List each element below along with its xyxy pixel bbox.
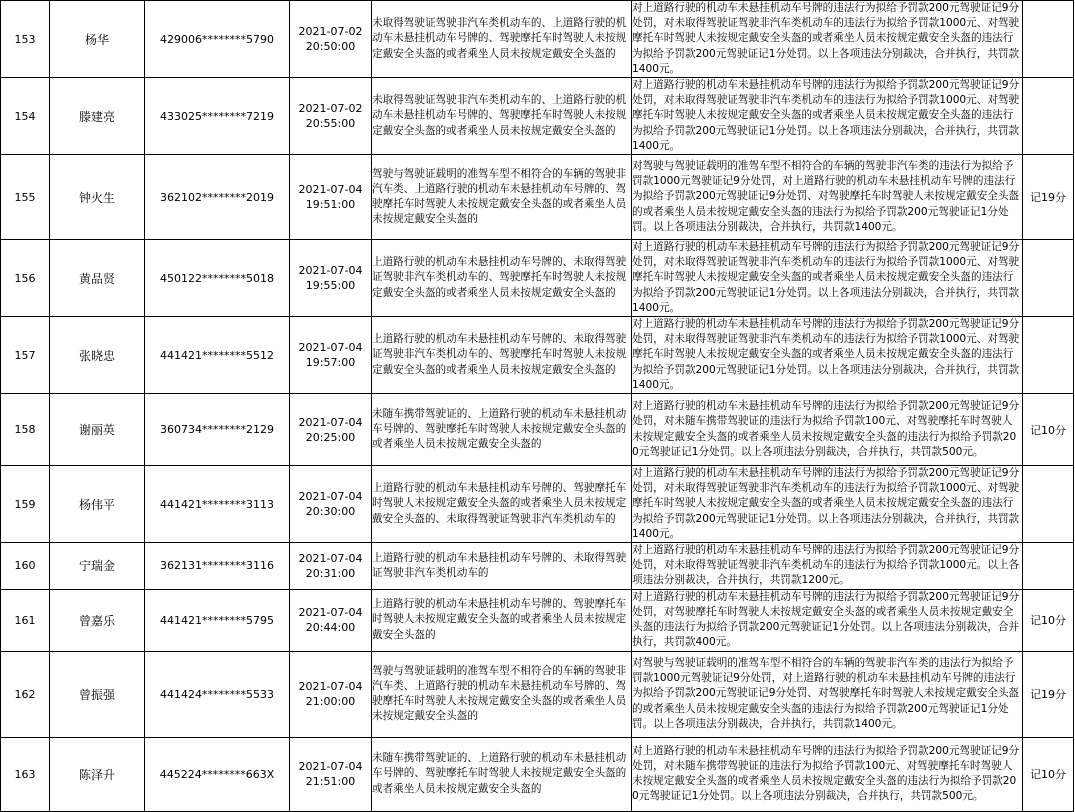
cell-id-number: 441424********5533 bbox=[145, 651, 290, 737]
cell-time: 19:57:00 bbox=[305, 356, 356, 370]
cell-violation: 未取得驾驶证驾驶非汽车类机动车的、上道路行驶的机动车未悬挂机动车号牌的、驾驶摩托车时驾驶人未按规定戴安全头盔的或者乘坐人员未按规定戴安全头盔的 bbox=[372, 1, 632, 78]
cell-penalty: 对上道路行驶的机动车未悬挂机动车号牌的违法行为拟给予罚款200元驾驶证记9分处罚，对驾驶摩托车时驾驶人未按规定戴安全头盔的或者乘坐人员未按规定戴安全头盔的违法行为拟给予罚款200元驾驶证记1分处罚。以上各项违法分别裁决，合并执行，共罚款400元。 bbox=[632, 589, 1023, 651]
cell-id-number: 433025********7219 bbox=[145, 78, 290, 155]
cell-penalty: 对驾驶与驾驶证载明的准驾车型不相符合的车辆的驾驶非汽车类的违法行为拟给予罚款1000元驾驶证记9分处罚，对上道路行驶的机动车未悬挂机动车号牌的违法行为拟给予罚款200元驾驶证记9分处罚、对驾驶摩托车时驾驶人未按规定戴安全头盔的或者乘坐人员未按规定戴安全头盔的违法行为拟给予罚款200元驾驶证记1分处罚。以上各项违法分别裁决，合并执行，共罚款1400元。 bbox=[632, 155, 1023, 240]
cell-time: 20:31:00 bbox=[305, 566, 356, 580]
cell-serial-number: 156 bbox=[1, 240, 50, 317]
cell-id-number: 441421********3113 bbox=[145, 466, 290, 543]
cell-datetime bbox=[290, 737, 372, 811]
cell-date: 2021-07-04 bbox=[298, 341, 363, 355]
cell-datetime bbox=[290, 394, 372, 466]
cell-id-number: 362102********2019 bbox=[145, 155, 290, 240]
cell-id-number: 445224********663X bbox=[145, 737, 290, 811]
cell-penalty: 对上道路行驶的机动车未悬挂机动车号牌的违法行为拟给予罚款200元驾驶证记9分处罚，对未取得驾驶证驾驶非汽车类机动车的违法行为拟给予罚款1000元、对驾驶摩托车时驾驶人未按规定戴安全头盔的或者乘坐人员未按规定戴安全头盔的违法行为拟给予罚款200元驾驶证记1分处罚。以上各项违法分别裁决，合并执行，共罚款1400元。 bbox=[632, 78, 1023, 155]
cell-person-name: 滕建亮 bbox=[50, 78, 145, 155]
cell-person-name: 谢丽英 bbox=[50, 394, 145, 466]
cell-points bbox=[1023, 78, 1074, 155]
cell-time: 20:25:00 bbox=[305, 430, 356, 444]
cell-date: 2021-07-04 bbox=[298, 760, 363, 773]
cell-violation: 未随车携带驾驶证的、上道路行驶的机动车未悬挂机动车号牌的、驾驶摩托车时驾驶人未按规定戴安全头盔的或者乘坐人员未按规定戴安全头盔的 bbox=[372, 737, 632, 811]
cell-time: 19:51:00 bbox=[305, 198, 356, 212]
cell-penalty: 对上道路行驶的机动车未悬挂机动车号牌的违法行为拟给予罚款200元驾驶证记9分处罚，对未取得驾驶证驾驶非汽车类机动车的违法行为拟给予罚款1000元。以上各项违法分别裁决，合并执行，共罚款1200元。 bbox=[632, 543, 1023, 590]
table-row bbox=[1, 737, 1074, 811]
cell-person-name: 宁瑞金 bbox=[50, 543, 145, 590]
cell-time: 20:30:00 bbox=[305, 505, 356, 519]
cell-id-number: 362131********3116 bbox=[145, 543, 290, 590]
table-row bbox=[1, 543, 1074, 590]
cell-time: 20:44:00 bbox=[305, 621, 356, 635]
cell-person-name: 张晓忠 bbox=[50, 317, 145, 394]
cell-id-number: 441421********5795 bbox=[145, 589, 290, 651]
cell-violation: 上道路行驶的机动车未悬挂机动车号牌的、未取得驾驶证驾驶非汽车类机动车的 bbox=[372, 543, 632, 590]
cell-time: 20:50:00 bbox=[305, 40, 356, 53]
cell-serial-number: 160 bbox=[1, 543, 50, 590]
table-row bbox=[1, 78, 1074, 155]
cell-penalty: 对上道路行驶的机动车未悬挂机动车号牌的违法行为拟给予罚款200元驾驶证记9分处罚，对未取得驾驶证驾驶非汽车类机动车的违法行为拟给予罚款1000元、对驾驶摩托车时驾驶人未按规定戴安全头盔的或者乘坐人员未按规定戴安全头盔的违法行为拟给予罚款200元驾驶证记1分处罚。以上各项违法分别裁决，合并执行，共罚款1400元。 bbox=[632, 1, 1023, 78]
cell-datetime bbox=[290, 1, 372, 78]
cell-serial-number: 153 bbox=[1, 1, 50, 78]
cell-points: 记10分 bbox=[1023, 394, 1074, 466]
cell-date: 2021-07-04 bbox=[298, 551, 363, 565]
cell-points bbox=[1023, 543, 1074, 590]
cell-person-name: 曾振强 bbox=[50, 651, 145, 737]
cell-person-name: 杨华 bbox=[50, 1, 145, 78]
cell-date: 2021-07-04 bbox=[298, 680, 363, 693]
table-row bbox=[1, 1, 1074, 78]
cell-violation: 上道路行驶的机动车未悬挂机动车号牌的、驾驶摩托车时驾驶人未按规定戴安全头盔的或者乘坐人员未按规定戴安全头盔的 bbox=[372, 589, 632, 651]
cell-points bbox=[1023, 317, 1074, 394]
cell-penalty: 对上道路行驶的机动车未悬挂机动车号牌的违法行为拟给予罚款200元驾驶证记9分处罚，对未随车携带驾驶证的违法行为拟给予罚款100元、对驾驶摩托车时驾驶人未按规定戴安全头盔的或者乘坐人员未按规定戴安全头盔的违法行为拟给予罚款200元驾驶证记1分处罚。以上各项违法分别裁决，合并执行，共罚款500元。 bbox=[632, 737, 1023, 811]
cell-penalty: 对上道路行驶的机动车未悬挂机动车号牌的违法行为拟给予罚款200元驾驶证记9分处罚，对未取得驾驶证驾驶非汽车类机动车的违法行为拟给予罚款1000元、对驾驶摩托车时驾驶人未按规定戴安全头盔的或者乘坐人员未按规定戴安全头盔的违法行为拟给予罚款200元驾驶证记1分处罚。以上各项违法分别裁决，合并执行，共罚款1400元。 bbox=[632, 466, 1023, 543]
cell-points: 记10分 bbox=[1023, 589, 1074, 651]
cell-date: 2021-07-04 bbox=[298, 490, 363, 504]
table-row bbox=[1, 240, 1074, 317]
cell-penalty: 对驾驶与驾驶证载明的准驾车型不相符合的车辆的驾驶非汽车类的违法行为拟给予罚款1000元驾驶证记9分处罚，对上道路行驶的机动车未悬挂机动车号牌的违法行为拟给予罚款200元驾驶证记9分处罚、对驾驶摩托车时驾驶人未按规定戴安全头盔的或者乘坐人员未按规定戴安全头盔的违法行为拟给予罚款200元驾驶证记1分处罚。以上各项违法分别裁决，合并执行，共罚款1400元。 bbox=[632, 651, 1023, 737]
table-row bbox=[1, 466, 1074, 543]
table-row bbox=[1, 317, 1074, 394]
cell-time: 21:00:00 bbox=[305, 695, 356, 708]
cell-time: 21:51:00 bbox=[305, 775, 356, 788]
cell-date: 2021-07-02 bbox=[298, 102, 363, 116]
cell-violation: 上道路行驶的机动车未悬挂机动车号牌的、未取得驾驶证驾驶非汽车类机动车的、驾驶摩托车时驾驶人未按规定戴安全头盔的或者乘坐人员未按规定戴安全头盔的 bbox=[372, 317, 632, 394]
cell-penalty: 对上道路行驶的机动车未悬挂机动车号牌的违法行为拟给予罚款200元驾驶证记9分处罚，对未取得驾驶证驾驶非汽车类机动车的违法行为拟给予罚款1000元、对驾驶摩托车时驾驶人未按规定戴安全头盔的或者乘坐人员未按规定戴安全头盔的违法行为拟给予罚款200元驾驶证记1分处罚。以上各项违法分别裁决，合并执行，共罚款1400元。 bbox=[632, 317, 1023, 394]
cell-penalty: 对上道路行驶的机动车未悬挂机动车号牌的违法行为拟给予罚款200元驾驶证记9分处罚，对未取得驾驶证驾驶非汽车类机动车的违法行为拟给予罚款1000元、对驾驶摩托车时驾驶人未按规定戴安全头盔的或者乘坐人员未按规定戴安全头盔的违法行为拟给予罚款200元驾驶证记1分处罚。以上各项违法分别裁决，合并执行，共罚款1400元。 bbox=[632, 240, 1023, 317]
cell-violation: 上道路行驶的机动车未悬挂机动车号牌的、未取得驾驶证驾驶非汽车类机动车的、驾驶摩托车时驾驶人未按规定戴安全头盔的或者乘坐人员未按规定戴安全头盔的 bbox=[372, 240, 632, 317]
cell-person-name: 黄品贤 bbox=[50, 240, 145, 317]
cell-serial-number: 154 bbox=[1, 78, 50, 155]
cell-points bbox=[1023, 1, 1074, 78]
cell-serial-number: 162 bbox=[1, 651, 50, 737]
table-row bbox=[1, 651, 1074, 737]
cell-date: 2021-07-02 bbox=[298, 25, 363, 38]
cell-serial-number: 161 bbox=[1, 589, 50, 651]
cell-date: 2021-07-04 bbox=[298, 264, 363, 278]
cell-person-name: 杨伟平 bbox=[50, 466, 145, 543]
cell-violation: 未取得驾驶证驾驶非汽车类机动车的、上道路行驶的机动车未悬挂机动车号牌的、驾驶摩托车时驾驶人未按规定戴安全头盔的或者乘坐人员未按规定戴安全头盔的 bbox=[372, 78, 632, 155]
table-row bbox=[1, 394, 1074, 466]
cell-date: 2021-07-04 bbox=[298, 415, 363, 429]
cell-penalty: 对上道路行驶的机动车未悬挂机动车号牌的违法行为拟给予罚款200元驾驶证记9分处罚，对未随车携带驾驶证的违法行为拟给予罚款100元、对驾驶摩托车时驾驶人未按规定戴安全头盔的或者乘坐人员未按规定戴安全头盔的违法行为拟给予罚款200元驾驶证记1分处罚。以上各项违法分别裁决，合并执行，共罚款500元。 bbox=[632, 394, 1023, 466]
cell-datetime bbox=[290, 317, 372, 394]
cell-points: 记10分 bbox=[1023, 737, 1074, 811]
cell-violation: 驾驶与驾驶证载明的准驾车型不相符合的车辆的驾驶非汽车类、上道路行驶的机动车未悬挂机动车号牌的、驾驶摩托车时驾驶人未按规定戴安全头盔的或者乘坐人员未按规定戴安全头盔的 bbox=[372, 651, 632, 737]
cell-id-number: 450122********5018 bbox=[145, 240, 290, 317]
cell-datetime bbox=[290, 78, 372, 155]
cell-serial-number: 157 bbox=[1, 317, 50, 394]
cell-time: 19:55:00 bbox=[305, 279, 356, 293]
cell-time: 20:55:00 bbox=[305, 117, 356, 131]
cell-serial-number: 155 bbox=[1, 155, 50, 240]
cell-serial-number: 159 bbox=[1, 466, 50, 543]
cell-date: 2021-07-04 bbox=[298, 606, 363, 620]
cell-points bbox=[1023, 466, 1074, 543]
cell-points: 记19分 bbox=[1023, 155, 1074, 240]
cell-violation: 上道路行驶的机动车未悬挂机动车号牌的、驾驶摩托车时驾驶人未按规定戴安全头盔的或者乘坐人员未按规定戴安全头盔的、未取得驾驶证驾驶非汽车类机动车的 bbox=[372, 466, 632, 543]
cell-datetime bbox=[290, 466, 372, 543]
cell-person-name: 钟火生 bbox=[50, 155, 145, 240]
cell-datetime bbox=[290, 589, 372, 651]
cell-datetime bbox=[290, 240, 372, 317]
cell-points bbox=[1023, 240, 1074, 317]
cell-datetime bbox=[290, 155, 372, 240]
cell-datetime bbox=[290, 543, 372, 590]
cell-datetime bbox=[290, 651, 372, 737]
cell-person-name: 陈泽升 bbox=[50, 737, 145, 811]
cell-id-number: 429006********5790 bbox=[145, 1, 290, 78]
cell-violation: 未随车携带驾驶证的、上道路行驶的机动车未悬挂机动车号牌的、驾驶摩托车时驾驶人未按规定戴安全头盔的或者乘坐人员未按规定戴安全头盔的 bbox=[372, 394, 632, 466]
cell-id-number: 441421********5512 bbox=[145, 317, 290, 394]
table-row bbox=[1, 589, 1074, 651]
cell-violation: 驾驶与驾驶证载明的准驾车型不相符合的车辆的驾驶非汽车类、上道路行驶的机动车未悬挂机动车号牌的、驾驶摩托车时驾驶人未按规定戴安全头盔的或者乘坐人员未按规定戴安全头盔的 bbox=[372, 155, 632, 240]
cell-serial-number: 163 bbox=[1, 737, 50, 811]
cell-points: 记19分 bbox=[1023, 651, 1074, 737]
cell-date: 2021-07-04 bbox=[298, 183, 363, 197]
table-row bbox=[1, 155, 1074, 240]
cell-person-name: 曾嘉乐 bbox=[50, 589, 145, 651]
cell-id-number: 360734********2129 bbox=[145, 394, 290, 466]
cell-serial-number: 158 bbox=[1, 394, 50, 466]
